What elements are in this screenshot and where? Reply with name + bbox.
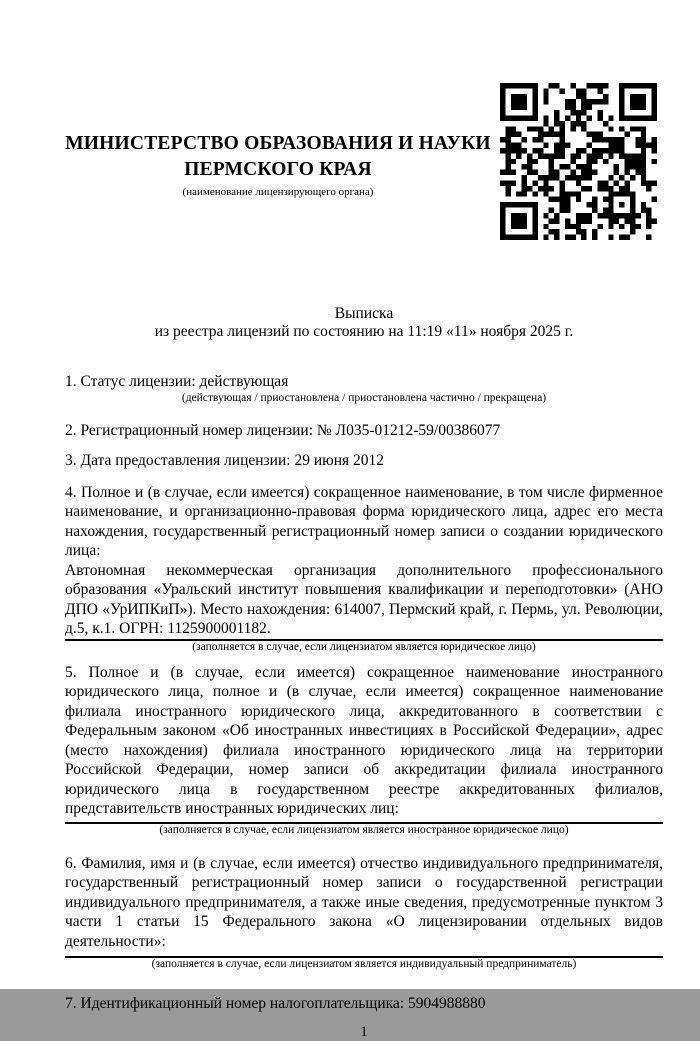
item-license-status: 1. Статус лицензии: действующая bbox=[65, 373, 289, 390]
item-legal-entity-value: Автономная некоммерческая организация дополнительного профессионального образования «Уральский институт повышения квалификации и переподготовки» (АНО ДПО «УрИПКиП»). Место нахождения: 614007, Пермский край, г. Пермь, ул. Революции, д.5, к.1. ОГРН: 1125900001182. bbox=[65, 561, 663, 637]
ministry-name-line1: МИНИСТЕРСТВО ОБРАЗОВАНИЯ И НАУКИ bbox=[65, 133, 491, 154]
item-license-status-caption: (действующая / приостановлена / приостановлена частично / прекращена) bbox=[181, 391, 547, 404]
item-legal-entity-text: 4. Полное и (в случае, если имеется) сокращенное наименование, в том числе фирменное наименование, и организационно-правовая форма юридического лица, адрес его места нахождения, государственный регистрационный номер записи о создании юридического лица: bbox=[65, 483, 663, 559]
page-number: 1 bbox=[360, 1023, 368, 1040]
ministry-name-line2: ПЕРМСКОГО КРАЯ bbox=[184, 159, 372, 180]
item-legal-entity bbox=[65, 483, 663, 641]
document-title bbox=[65, 305, 663, 341]
title-line2: из реестра лицензий по состоянию на 11:19 «11» ноября 2025 г. bbox=[154, 323, 574, 340]
item-individual-entrepreneur-caption: (заполняется в случае, если лицензиатом является индивидуальный предприниматель) bbox=[151, 958, 577, 970]
item-foreign-entity-caption: (заполняется в случае, если лицензиатом является иностранное юридическое лицо) bbox=[159, 823, 569, 836]
item-taxpayer-number: 7. Идентификационный номер налогоплательщика: 5904988880 bbox=[65, 995, 486, 1012]
item-registration-number: 2. Регистрационный номер лицензии: № Л035-01212-59/00386077 bbox=[65, 421, 501, 439]
item-foreign-entity: 5. Полное и (в случае, если имеется) сокращенное наименование иностранного юридического лица, полное и (в случае, если имеется) сокращенное наименование филиала иностранного юридического лица, аккредитованного в соответствии с Федеральным законом «Об иностранных инвестициях в Российской Федерации», адрес (место нахождения) филиала иностранного юридического лица на территории Российской Федерации, номер записи об аккредитации филиала иностранного юридического лица в государственном реестре аккредитованных филиалов, представительств иностранных юридических лиц: bbox=[65, 663, 663, 824]
item-grant-date: 3. Дата предоставления лицензии: 29 июня 2012 bbox=[65, 452, 384, 469]
item-individual-entrepreneur: 6. Фамилия, имя и (в случае, если имеется) отчество индивидуального предпринимателя, государственный регистрационный номер записи о государственной регистрации индивидуального предпринимателя, а также иные сведения, предусмотренные пунктом 3 части 1 статьи 15 Федерального закона «О лицензировании отдельных видов деятельности»: bbox=[65, 854, 663, 959]
item-legal-entity-caption: (заполняется в случае, если лицензиатом является юридическое лицо) bbox=[192, 640, 536, 653]
licensing-authority-caption: (наименование лицензирующего органа) bbox=[182, 186, 374, 198]
title-line1: Выписка bbox=[334, 305, 394, 322]
